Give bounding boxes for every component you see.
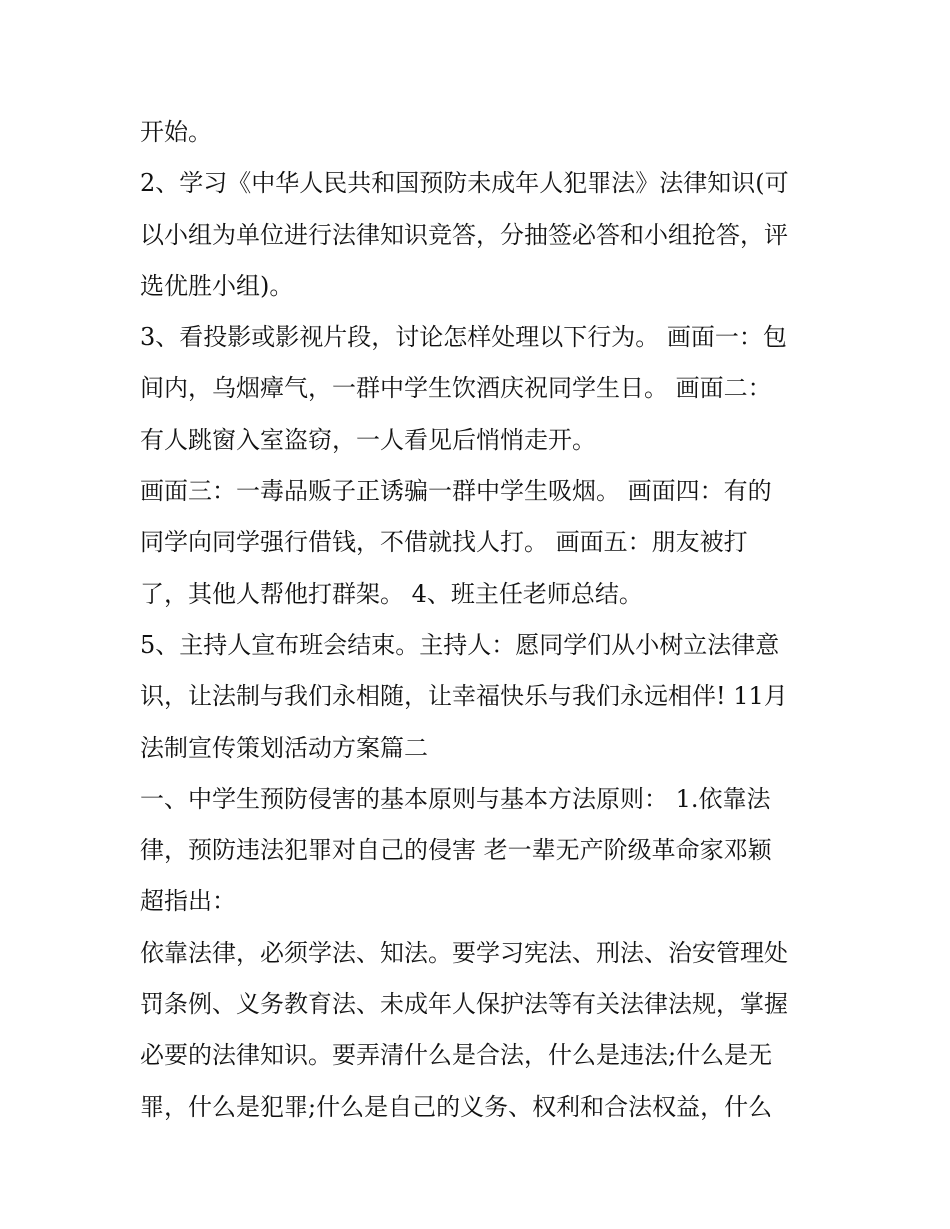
text-line: 间内，乌烟瘴气，一群中学生饮酒庆祝同学生日。 画面二： bbox=[140, 374, 772, 403]
text-line: 罚条例、义务教育法、未成年人保护法等有关法律法规，掌握 bbox=[140, 990, 788, 1019]
document-body bbox=[140, 107, 840, 1133]
text-line: 识，让法制与我们永相随，让幸福快乐与我们永远相伴! 11月 bbox=[140, 682, 788, 711]
text-line: 画面三：一毒品贩子正诱骗一群中学生吸烟。 画面四：有的 bbox=[140, 477, 772, 506]
text-line: 开始。 bbox=[140, 118, 212, 146]
text-line: 必要的法律知识。要弄清什么是合法，什么是违法;什么是无 bbox=[140, 1041, 773, 1070]
text-line: 同学向同学强行借钱，不借就找人打。 画面五：朋友被打 bbox=[140, 528, 748, 557]
text-line: 依靠法律，必须学法、知法。要学习宪法、刑法、治安管理处 bbox=[140, 938, 788, 967]
text-line: 有人跳窗入室盗窃，一人看见后悄悄走开。 bbox=[140, 425, 596, 454]
text-line: 罪，什么是犯罪;什么是自己的义务、权利和合法权益，什么 bbox=[140, 1092, 773, 1121]
text-line: 律，预防违法犯罪对自己的侵害 老一辈无产阶级革命家邓颖 bbox=[140, 836, 772, 865]
text-line: 2、学习《中华人民共和国预防未成年人犯罪法》法律知识(可 bbox=[140, 169, 789, 198]
text-line: 超指出： bbox=[140, 887, 236, 916]
section-heading: 法制宣传策划活动方案篇二 bbox=[140, 733, 428, 762]
text-line: 3、看投影或影视片段，讨论怎样处理以下行为。 画面一：包 bbox=[140, 323, 787, 352]
text-line: 了，其他人帮他打群架。 4、班主任老师总结。 bbox=[140, 579, 643, 608]
text-line: 一、中学生预防侵害的基本原则与基本方法原则： 1.依靠法 bbox=[140, 784, 771, 813]
text-line: 5、主持人宣布班会结束。主持人：愿同学们从小树立法律意 bbox=[140, 630, 780, 659]
text-line: 以小组为单位进行法律知识竞答，分抽签必答和小组抢答，评 bbox=[140, 220, 788, 249]
text-line: 选优胜小组)。 bbox=[140, 271, 294, 300]
